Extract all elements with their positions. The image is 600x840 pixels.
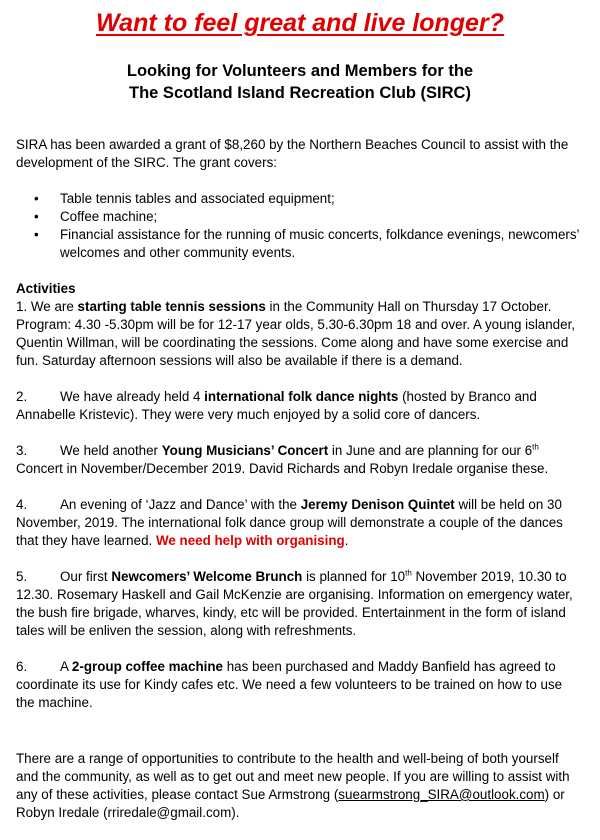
activity-1 [16,298,584,370]
activity-number: 5. [16,569,28,584]
grant-item: • Table tennis tables and associated equipment; [60,190,584,208]
activity-number: 6. [16,659,28,674]
activity-highlight: international folk dance nights [204,389,399,404]
ordinal-suffix: th [405,568,412,578]
grant-item: • Coffee machine; [60,208,584,226]
grant-item: • Financial assistance for the running of music concerts, folkdance evenings, newcomers’ welcomes and other community events. [60,226,584,262]
activity-text: We have already held 4 [60,389,205,404]
activity-2 [16,388,584,424]
activity-text: (hosted by Branco and Annabelle Kristevic). They were very much enjoyed by a solid core of dancers. [16,389,537,422]
activity-text: is planned for 10 [302,569,406,584]
contact-email-link[interactable]: suearmstrong_SIRA@outlook.com [338,787,545,802]
grant-list [16,190,584,262]
subheading [16,60,584,104]
activity-number: 2. [16,389,28,404]
activity-text: will be held on 30 November, 2019. The international folk dance group will demonstrate a couple of the dances that they have learned. [16,497,563,548]
activity-text: in June and are planning for our 6 [328,443,533,458]
activity-highlight: starting table tennis sessions [77,299,266,314]
activity-number: 3. [16,443,28,458]
help-needed-callout: We need help with organising [155,533,345,548]
closing-text: There are a range of opportunities to contribute to the health and well-being of both yourself and the community, as well as to get out and meet new people. If you are willing to assist with any of these activities, please contact Sue Armstrong ( [16,751,570,802]
ordinal-suffix: th [532,442,539,452]
activity-highlight: Jeremy Denison Quintet [300,497,455,512]
subheading-line-2: The Scotland Island Recreation Club (SIRC) [129,84,471,102]
activities-heading: Activities [16,281,76,296]
activity-highlight: 2-group coffee machine [71,659,223,674]
intro-paragraph: SIRA has been awarded a grant of $8,260 by the Northern Beaches Council to assist with the development of the SIRC. The grant covers: [16,137,569,170]
activity-text: An evening of ‘Jazz and Dance’ with the [60,497,301,512]
closing-paragraph [16,750,584,822]
activity-text: A [60,659,72,674]
activity-text: . [344,533,349,548]
activity-number: 1. [16,299,28,314]
subheading-line-1: Looking for Volunteers and Members for the [126,62,474,80]
activity-text: has been purchased and Maddy Banfield has agreed to coordinate its use for Kindy cafes etc. We need a few volunteers to be trained on how to use the machine. [16,659,563,710]
activity-highlight: Newcomers’ Welcome Brunch [111,569,303,584]
activity-number: 4. [16,497,28,512]
headline: Want to feel great and live longer? [96,9,504,37]
flyer-page [0,8,600,840]
activity-text: November 2019, 10.30 to 12.30. Rosemary Haskell and Gail McKenzie are organising. Information on emergency water, the bush fire brigade, wharves, kindy, etc will be provided. Entertainment in the form of island tales will be enliven the session, along with refreshments. [16,569,573,638]
activity-text: Concert in November/December 2019. David Richards and Robyn Iredale organise these. [16,461,549,476]
activity-text: Our first [60,569,112,584]
activity-5 [16,568,584,640]
activity-3 [16,442,584,478]
activity-text: We held another [60,443,162,458]
activity-6 [16,658,584,712]
activity-text: We are [30,299,78,314]
activity-highlight: Young Musicians’ Concert [161,443,329,458]
activity-text: in the Community Hall on Thursday 17 October. Program: 4.30 -5.30pm will be for 12-17 year olds, 5.30-6.30pm 18 and over. A young islander, Quentin Willman, will be coordinating the sessions. Come along and have some exercise and fun. Saturday afternoon sessions will also be available if there is a demand. [16,299,576,368]
closing-text: ) or Robyn Iredale (rriredale@gmail.com). [16,787,565,820]
activity-4 [16,496,584,550]
